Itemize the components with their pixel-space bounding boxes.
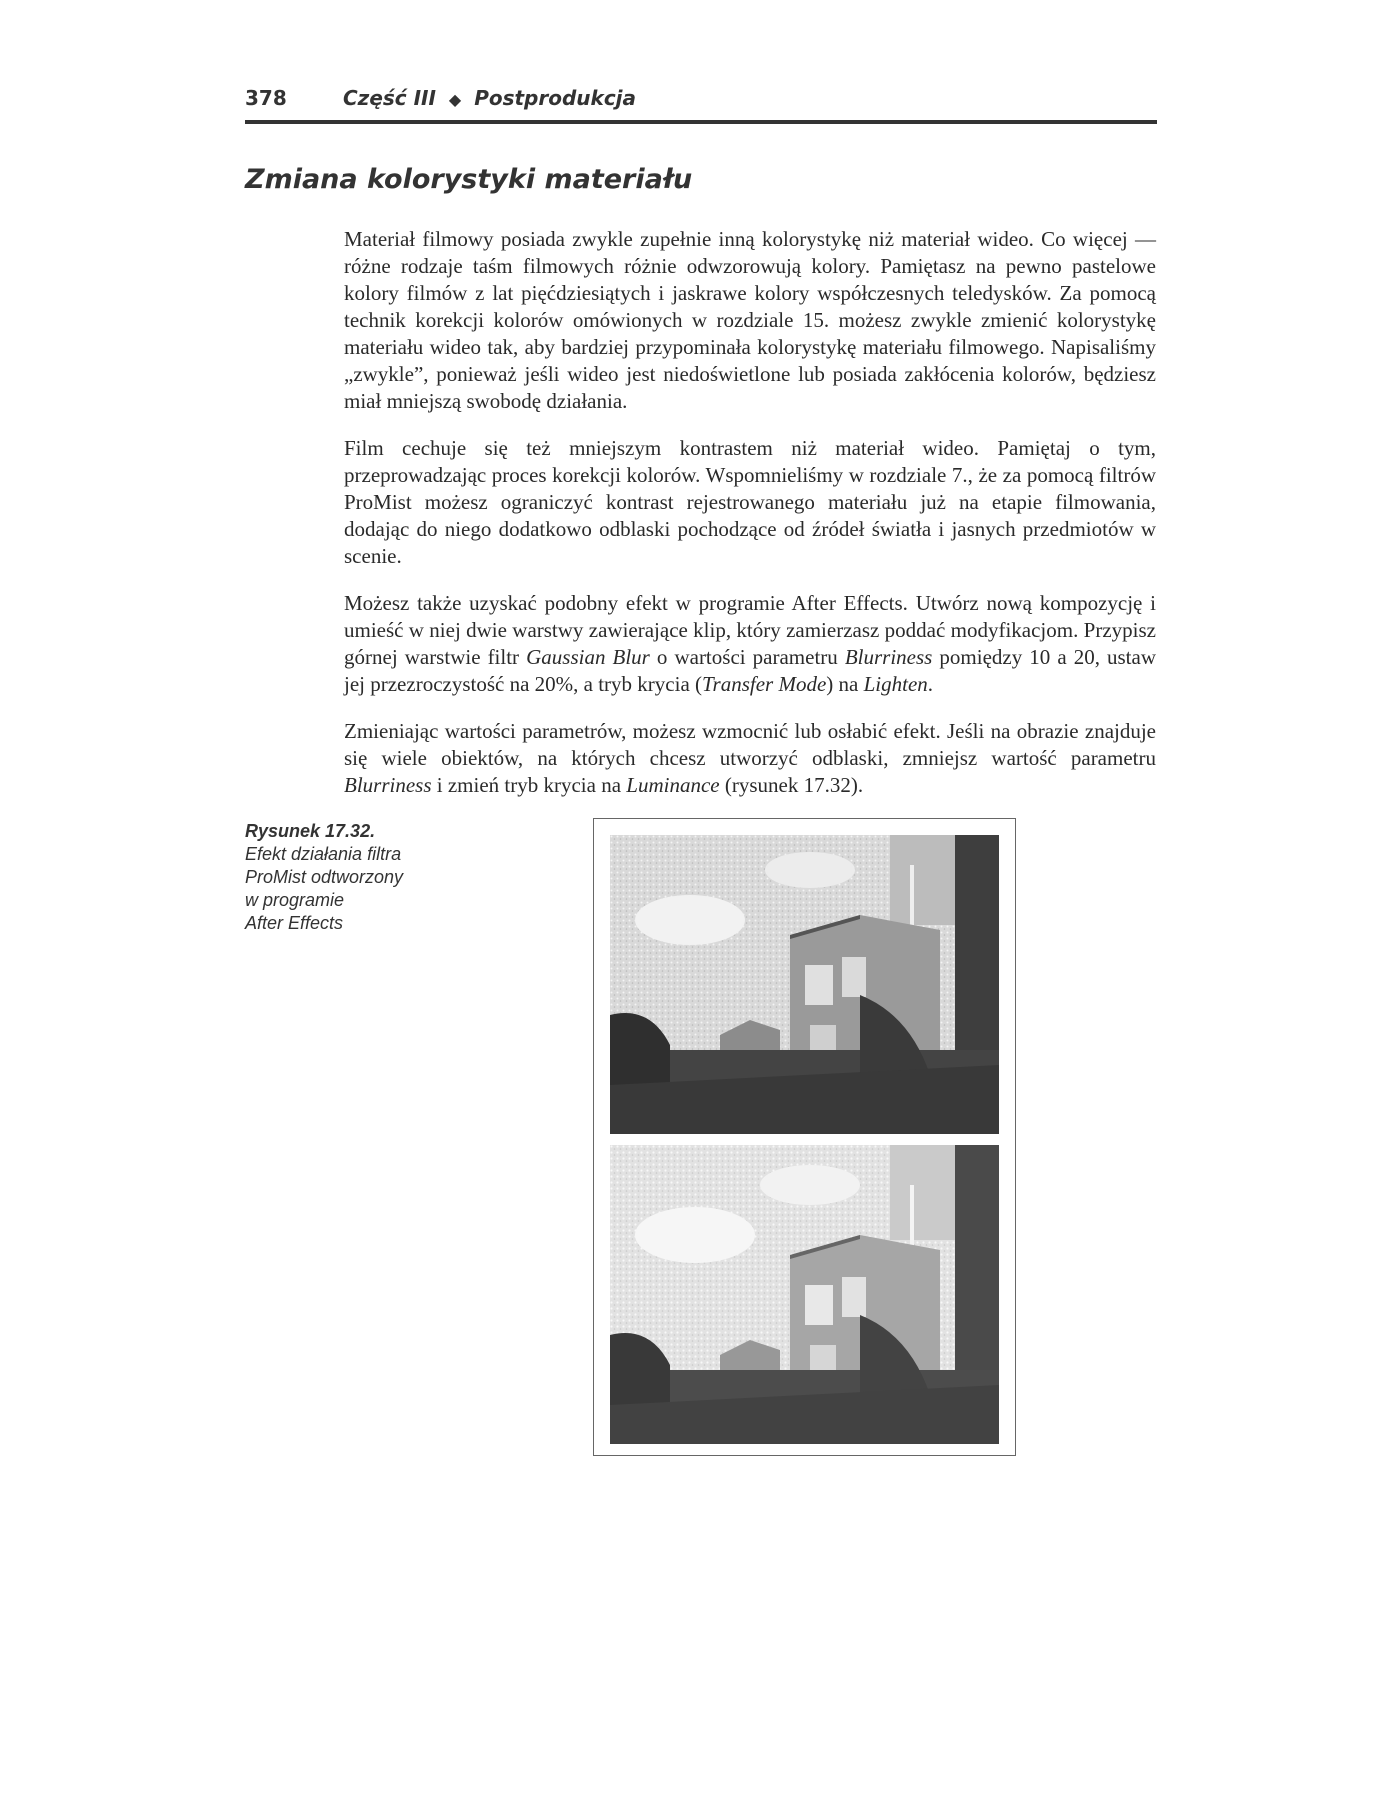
diamond-icon: ◆: [448, 90, 462, 109]
page-header: [245, 86, 1157, 124]
term-blurriness: Blurriness: [844, 645, 933, 669]
paragraph-3-text: Możesz także uzyskać podobny efekt w programie After Effects. Utwórz nową kompozycję i umieść w niej dwie warstwy zawierające klip, który zamierzasz poddać modyfikacjom. Przypisz górnej warstwie filtr: [344, 591, 1156, 669]
paragraph-3: [344, 590, 1156, 698]
paragraph-3-text: pomiędzy 10 a 20, ustaw jej przezroczystość na 20%, a tryb krycia (: [344, 645, 1156, 696]
part-title-prefix: Część III: [343, 86, 436, 110]
figure-caption: [245, 820, 445, 935]
building-photo-bottom: [610, 1145, 999, 1444]
paragraph-4: [344, 718, 1156, 799]
term-lighten: Lighten: [863, 672, 928, 696]
paragraph-4-text: (rysunek 17.32).: [719, 773, 864, 797]
paragraph-1: Materiał filmowy posiada zwykle zupełnie inną kolorystykę niż materiał wideo. Co więcej — różne rodzaje taśm filmowych różnie odwzorowują kolory. Pamiętasz na pewno pastelowe kolory filmów z lat pięćdziesiątych i jaskrawe kolory współczesnych teledysków. Za pomocą technik korekcji kolorów omówionych w rozdziale 15. możesz zwykle zmienić kolorystykę materiału wideo tak, aby bardziej przypominała kolorystykę materiału filmowego. Napisaliśmy „zwykle”, ponieważ jeśli wideo jest niedoświetlone lub posiada zakłócenia kolorów, będziesz miał mniejszą swobodę działania.: [344, 227, 1156, 413]
running-head: [343, 86, 636, 110]
paragraph-3-text: o wartości parametru: [649, 645, 845, 669]
paragraph-3-text: ) na: [826, 672, 864, 696]
photo-promist-effect: [610, 1145, 999, 1444]
term-luminance: Luminance: [626, 773, 720, 797]
figure-caption-text: Efekt działania filtra ProMist odtworzony w programie After Effects: [245, 844, 404, 933]
paragraph-2: Film cechuje się też mniejszym kontrastem niż materiał wideo. Pamiętaj o tym, przeprowadzając proces korekcji kolorów. Wspomnieliśmy w rozdziale 7., że za pomocą filtrów ProMist możesz ograniczyć kontrast rejestrowanego materiału już na etapie filmowania, dodając do niego dodatkowo odblaski pochodzące od źródeł światła i jasnych przedmiotów w scenie.: [344, 436, 1156, 568]
term-gaussian-blur: Gaussian Blur: [526, 645, 650, 669]
body-text: [344, 226, 1156, 819]
page-number: 378: [245, 86, 287, 110]
paragraph-4-text: Zmieniając wartości parametrów, możesz wzmocnić lub osłabić efekt. Jeśli na obrazie znajduje się wiele obiektów, na których chcesz utworzyć odblaski, zmniejsz wartość parametru: [344, 719, 1156, 770]
paragraph-3-text: .: [927, 672, 934, 696]
figure-label: Rysunek 17.32.: [245, 821, 376, 841]
figure-frame: [593, 818, 1016, 1456]
term-transfer-mode: Transfer Mode: [702, 672, 827, 696]
section-title: Zmiana kolorystyki materiału: [245, 164, 693, 195]
photo-original: [610, 835, 999, 1134]
paragraph-4-text: i zmień tryb krycia na: [431, 773, 627, 797]
part-title-suffix: Postprodukcja: [474, 86, 637, 110]
term-blurriness: Blurriness: [344, 773, 432, 797]
building-photo-top: [610, 835, 999, 1134]
